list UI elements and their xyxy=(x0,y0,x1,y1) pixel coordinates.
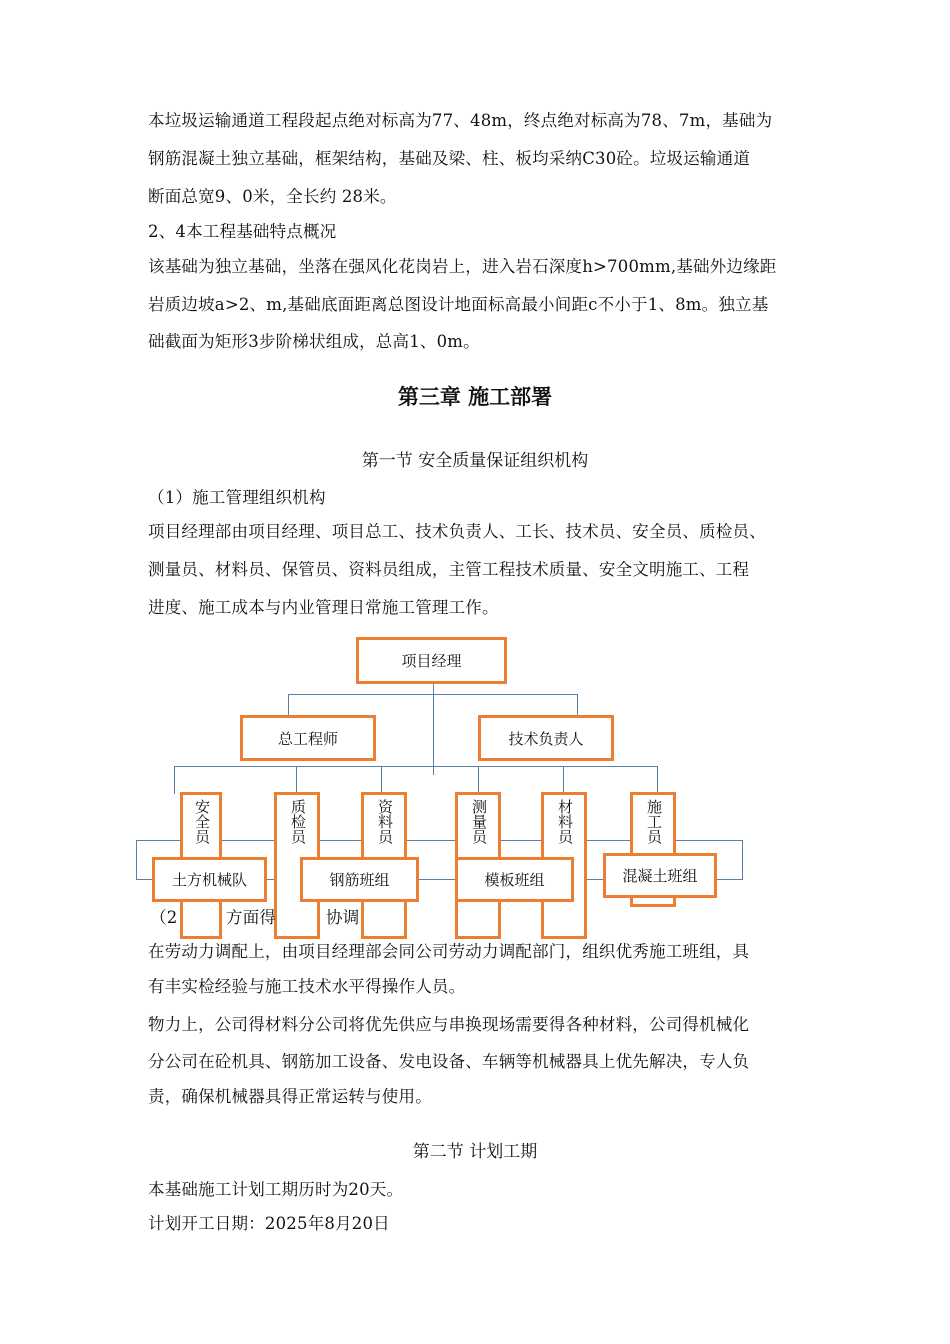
subheading-fragment: 协调 xyxy=(326,908,360,927)
org-box-chief-engineer xyxy=(240,715,376,761)
paragraph-line: 本垃圾运输通道工程段起点绝对标高为77、48m，终点绝对标高为78、7m，基础为 xyxy=(148,111,773,130)
connector-line xyxy=(174,766,175,794)
paragraph-line: 本基础施工计划工期历时为20天。 xyxy=(148,1180,404,1199)
subheading-fragment: 方面得 xyxy=(226,908,277,927)
org-box-concrete-team xyxy=(603,853,717,898)
connector-line xyxy=(174,766,658,767)
connector-line xyxy=(288,694,578,695)
org-label: 土方机械队 xyxy=(171,871,247,889)
org-label: 安全员 xyxy=(193,799,211,844)
paragraph-line: 进度、施工成本与内业管理日常施工管理工作。 xyxy=(148,598,499,617)
paragraph-line: 该基础为独立基础，坐落在强风化花岗岩上，进入岩石深度h>700mm,基础外边缘距 xyxy=(148,257,777,276)
connector-line xyxy=(478,766,479,794)
org-label: 技术负责人 xyxy=(508,729,584,748)
paragraph-line: 础截面为矩形3步阶梯状组成，总高1、0m。 xyxy=(148,332,480,351)
org-label: 钢筋班组 xyxy=(329,871,390,889)
paragraph-line: 物力上，公司得材料分公司将优先供应与串换现场需要得各种材料，公司得机械化 xyxy=(148,1015,750,1034)
connector-line xyxy=(563,766,564,794)
chapter-title: 第三章 施工部署 xyxy=(397,384,553,409)
org-label: 总工程师 xyxy=(277,729,338,748)
connector-line xyxy=(418,879,456,880)
org-label: 质检员 xyxy=(289,799,307,844)
org-box-earthwork-team xyxy=(152,857,267,902)
subheading-fragment: （2 xyxy=(150,908,178,927)
connector-line xyxy=(433,683,434,775)
paragraph-line: 钢筋混凝土独立基础，框架结构，基础及梁、柱、板均采纳C30砼。垃圾运输通道 xyxy=(148,149,751,168)
paragraph-line: 岩质边坡a>2、m,基础底面距离总图设计地面标高最小间距c不小于1、8m。独立基 xyxy=(148,295,769,314)
org-label: 材料员 xyxy=(556,799,574,844)
connector-line xyxy=(742,840,743,880)
org-box-project-manager xyxy=(356,637,507,684)
org-label: 模板班组 xyxy=(484,871,545,889)
org-label: 项目经理 xyxy=(401,652,462,670)
section-title: 第二节 计划工期 xyxy=(412,1142,538,1162)
connector-line xyxy=(288,694,289,716)
connector-line xyxy=(136,840,137,880)
org-label: 资料员 xyxy=(376,799,394,844)
connector-line xyxy=(716,879,743,880)
connector-line xyxy=(657,766,658,794)
org-label: 施工员 xyxy=(645,799,663,844)
section-title: 第一节 安全质量保证组织机构 xyxy=(361,451,589,471)
paragraph-line: 项目经理部由项目经理、项目总工、技术负责人、工长、技术员、安全员、质检员、 xyxy=(148,522,766,541)
org-label: 测量员 xyxy=(470,799,488,844)
connector-line xyxy=(577,694,578,716)
paragraph-line: 计划开工日期：2025年8月20日 xyxy=(148,1214,390,1233)
paragraph-line: 有丰实检经验与施工技术水平得操作人员。 xyxy=(148,977,466,996)
connector-line xyxy=(136,879,153,880)
paragraph-line: 责，确保机械器具得正常运转与使用。 xyxy=(148,1087,432,1106)
subheading: （1）施工管理组织机构 xyxy=(148,488,326,507)
org-box-rebar-team xyxy=(300,857,419,902)
connector-line xyxy=(296,766,297,794)
org-box-technical-lead xyxy=(478,715,614,761)
connector-line xyxy=(381,766,382,794)
section-number-heading: 2、4本工程基础特点概况 xyxy=(148,222,337,241)
paragraph-line: 测量员、材料员、保管员、资料员组成，主管工程技术质量、安全文明施工、工程 xyxy=(148,560,750,579)
paragraph-line: 分公司在砼机具、钢筋加工设备、发电设备、车辆等机械器具上优先解决，专人负 xyxy=(148,1052,750,1071)
paragraph-line: 断面总宽9、0米，全长约 28米。 xyxy=(148,187,397,206)
org-label: 混凝土班组 xyxy=(622,867,698,885)
paragraph-line: 在劳动力调配上，由项目经理部会同公司劳动力调配部门，组织优秀施工班组，具 xyxy=(148,942,750,961)
org-box-formwork-team xyxy=(455,857,574,902)
